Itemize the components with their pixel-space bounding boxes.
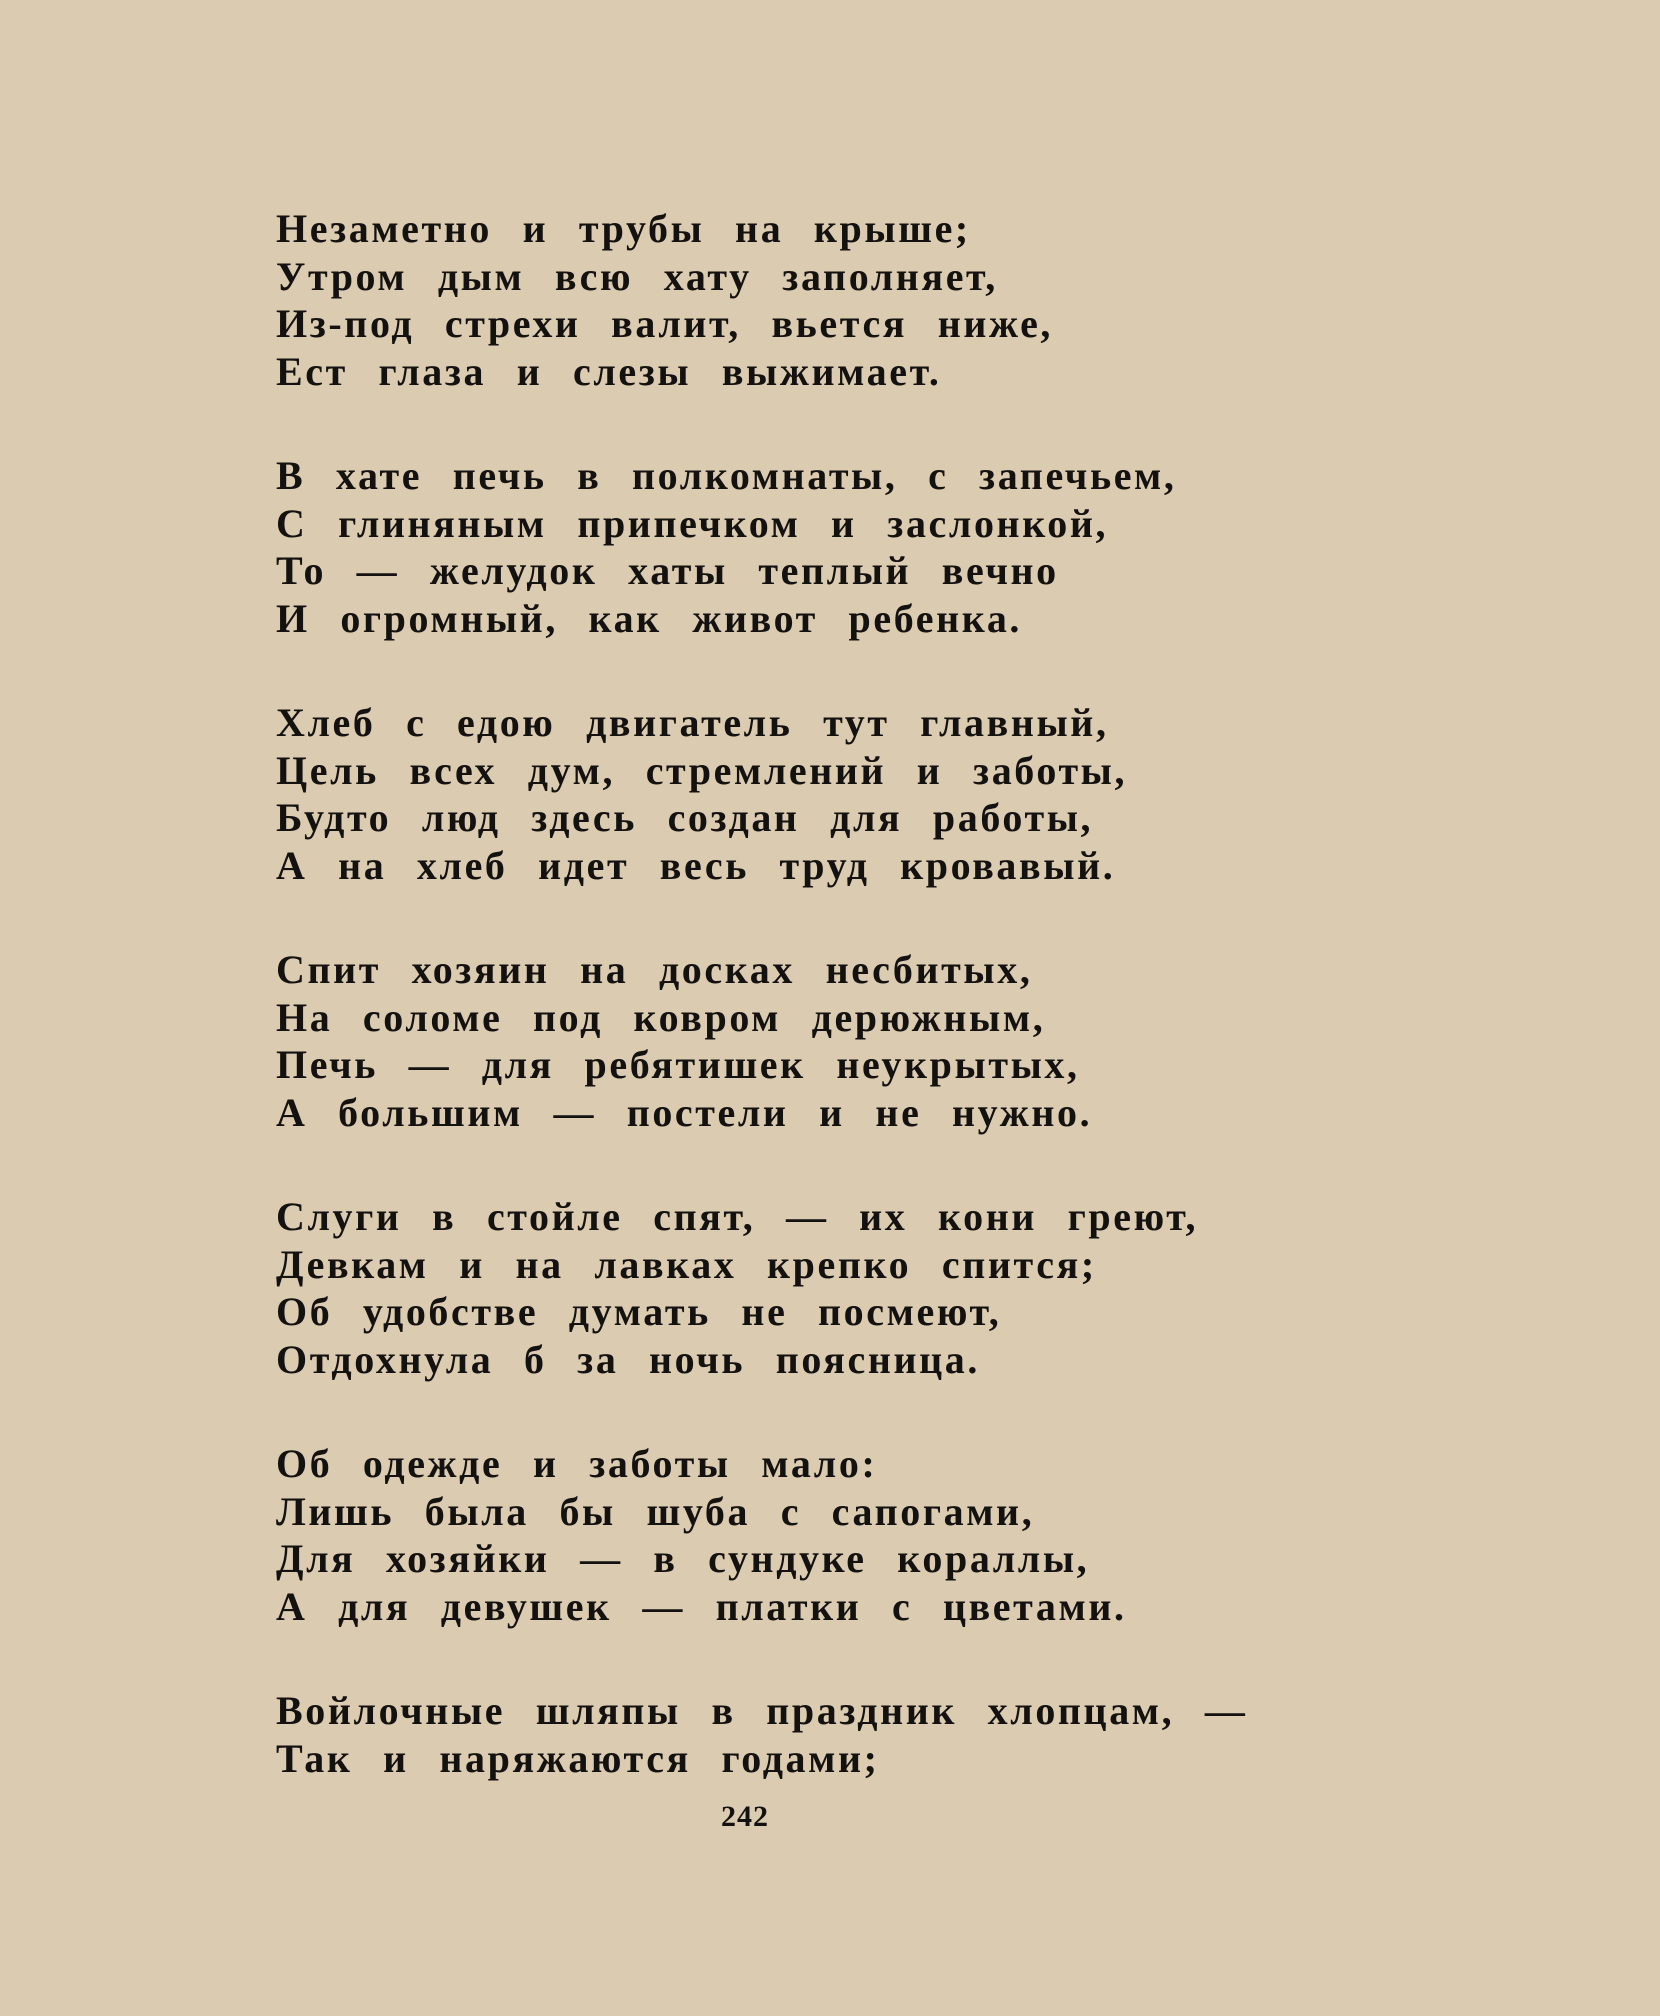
poem-line: Девкам и на лавках крепко спится; <box>276 1241 1097 1287</box>
poem-line: Незаметно и трубы на крыше; <box>276 206 971 251</box>
poem-text <box>276 205 1426 1782</box>
poem-line: Хлеб с едою двигатель тут главный, <box>276 700 1109 745</box>
stanza-6 <box>276 1440 1426 1630</box>
poem-line: Об одежде и заботы мало: <box>276 1441 878 1486</box>
poem-line: Ест глаза и слезы выжимает. <box>276 348 942 394</box>
poem-line: Из-под стрехи валит, вьется ниже, <box>276 301 1054 346</box>
stanza-1 <box>276 205 1426 395</box>
poem-line: Печь — для ребятишек неукрытых, <box>276 1042 1080 1087</box>
poem-line: Отдохнула б за ночь поясница. <box>276 1336 980 1382</box>
poem-line: Цель всех дум, стремлений и заботы, <box>276 747 1128 793</box>
poem-line: Лишь была бы шуба с сапогами, <box>276 1488 1035 1534</box>
poem-line: Так и наряжаются годами; <box>276 1735 880 1781</box>
stanza-3 <box>276 699 1426 889</box>
poem-line: Будто люд здесь создан для работы, <box>276 795 1094 840</box>
poem-line: А для девушек — платки с цветами. <box>276 1583 1127 1629</box>
stanza-5 <box>276 1193 1426 1383</box>
poem-line: Слуги в стойле спят, — их кони греют, <box>276 1194 1199 1239</box>
poem-line: На соломе под ковром дерюжным, <box>276 994 1046 1040</box>
poem-line: В хате печь в полкомнаты, с запечьем, <box>276 453 1177 498</box>
poem-line: Утром дым всю хату заполняет, <box>276 253 998 299</box>
poem-line: Спит хозяин на досках несбитых, <box>276 947 1033 992</box>
poem-line: А большим — постели и не нужно. <box>276 1089 1093 1135</box>
poem-line: С глиняным припечком и заслонкой, <box>276 500 1109 546</box>
poem-line: И огромный, как живот ребенка. <box>276 595 1023 641</box>
poem-line: Об удобстве думать не посмеют, <box>276 1289 1002 1334</box>
page-number: 242 <box>721 1800 769 1833</box>
stanza-2 <box>276 452 1426 642</box>
poem-line: А на хлеб идет весь труд кровавый. <box>276 842 1116 888</box>
stanza-7 <box>276 1687 1426 1782</box>
stanza-4 <box>276 946 1426 1136</box>
poem-line: То — желудок хаты теплый вечно <box>276 548 1059 593</box>
poem-line: Войлочные шляпы в праздник хлопцам, — <box>276 1688 1248 1733</box>
poem-line: Для хозяйки — в сундуке кораллы, <box>276 1536 1090 1581</box>
